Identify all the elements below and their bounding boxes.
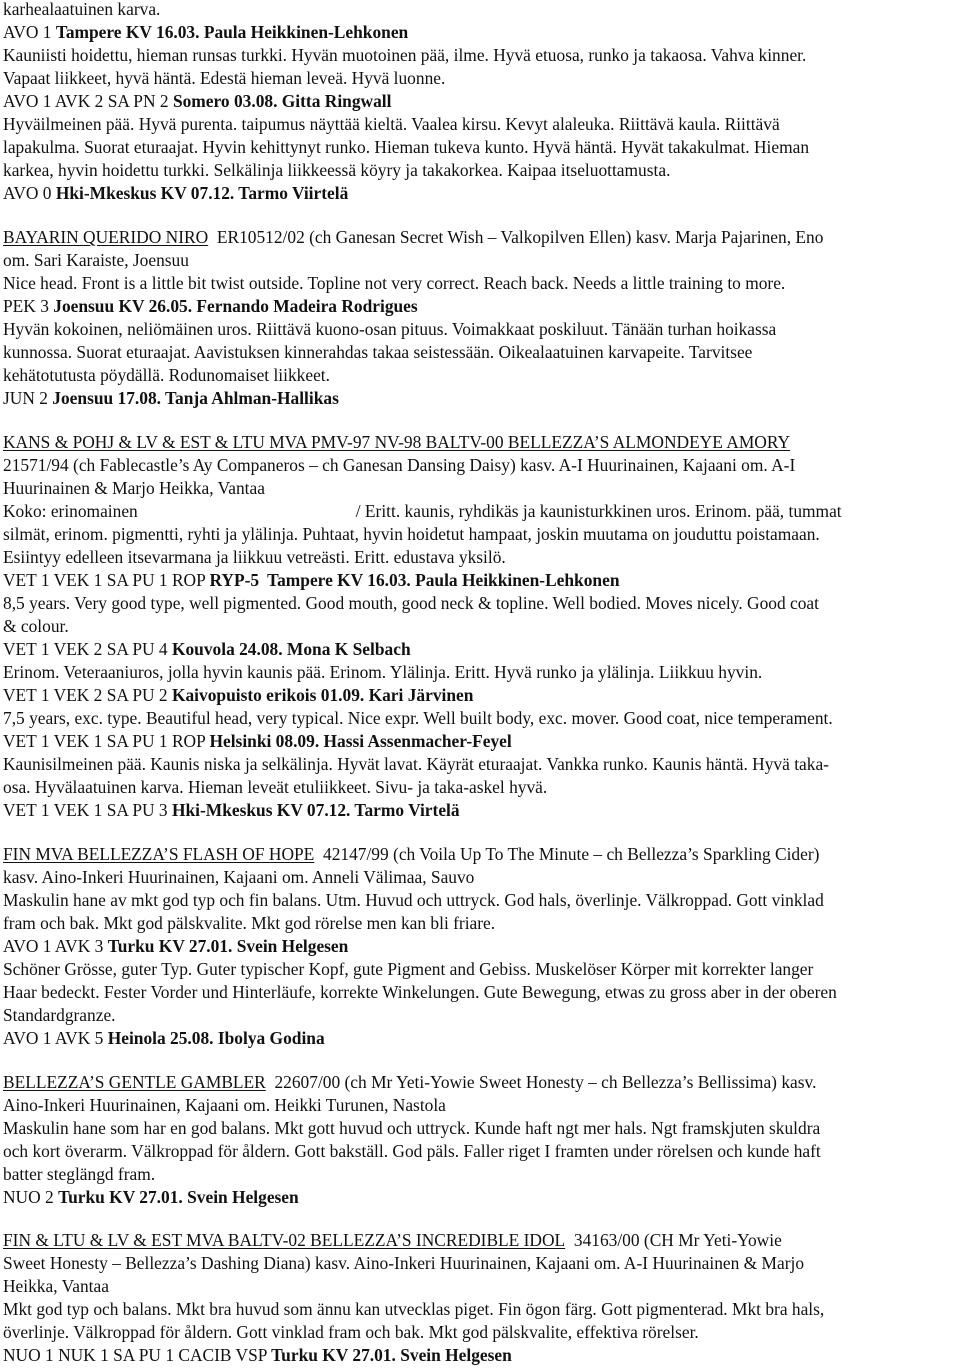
text-line: batter steglängd fram. <box>3 1164 156 1184</box>
dog-name: BELLEZZA’S GENTLE GAMBLER <box>3 1072 266 1092</box>
show-and-judge: Hki-Mkeskus KV 07.12. Tarmo Virtelä <box>171 800 460 820</box>
entry-heading <box>3 226 960 249</box>
award-codes: VET 1 VEK 1 SA PU 3 <box>3 800 172 820</box>
registration-info: 34163/00 (CH Mr Yeti-Yowie <box>573 1230 782 1250</box>
text-line: karhealaatuinen karva. <box>3 0 161 19</box>
show-and-judge: Heinola 25.08. Ibolya Godina <box>107 1028 325 1048</box>
award-codes: VET 1 VEK 2 SA PU 4 <box>3 639 172 659</box>
award-codes: PEK 3 <box>3 296 54 316</box>
text-line: silmät, erinom. pigmentti, ryhti ja ylälinja. Puhtaat, hyvin hoidetut hampaat, joskin muutama on jouduttu poistamaan. <box>3 524 820 544</box>
show-result-line <box>3 684 960 707</box>
dog-name: BAYARIN QUERIDO NIRO <box>3 227 209 247</box>
show-and-judge: Joensuu 17.08. Tanja Ahlman-Hallikas <box>52 388 339 408</box>
text-line: Erinom. Veteraaniuros, jolla hyvin kaunis pää. Erinom. Ylälinja. Eritt. Hyvä runko ja ylälinja. Liikkuu hyvin. <box>3 662 763 682</box>
entry-heading <box>3 1229 960 1252</box>
registration-info: 22607/00 (ch Mr Yeti-Yowie Sweet Honesty – ch Bellezza’s Bellissima) kasv. <box>274 1072 817 1092</box>
show-result-line <box>3 1186 960 1209</box>
text-line: om. Sari Karaiste, Joensuu <box>3 250 189 270</box>
text-line: Hyväilmeinen pää. Hyvä purenta. taipumus näyttää kieltä. Vaalea kirsu. Kevyt alaleuka. Riittävä kaula. Riittävä <box>3 114 780 134</box>
text-line: kunnossa. Suorat eturaajat. Aavistuksen kinnerahdas takaa seistessään. Oikealaatuinen karvapeite. Tarvitsee <box>3 342 753 362</box>
text-line: Mkt god typ och balans. Mkt bra huvud som ännu kan utvecklas piget. Fin ögon färg. Gott pigmenterad. Mkt bra hals, <box>3 1299 825 1319</box>
show-result-line <box>3 638 960 661</box>
text-line: Maskulin hane av mkt god typ och fin balans. Utm. Huvud och uttryck. God hals, överlinje. Välkroppad. Gott vinklad <box>3 890 824 910</box>
entry-heading <box>3 431 960 454</box>
show-and-judge: Tampere KV 16.03. Paula Heikkinen-Lehkonen <box>55 22 409 42</box>
show-result-line <box>3 1344 960 1367</box>
text-line: Maskulin hane som har en god balans. Mkt gott huvud och uttryck. Kunde haft ngt mer hals. Ngt framskjuten skuldra <box>3 1118 821 1138</box>
show-and-judge: Hki-Mkeskus KV 07.12. Tarmo Viirtelä <box>55 183 349 203</box>
critique-text: / Eritt. kaunis, ryhdikäs ja kaunisturkkinen uros. Erinom. pää, tummat <box>355 501 842 521</box>
registration-info: ER10512/02 (ch Ganesan Secret Wish – Valkopilven Ellen) kasv. Marja Pajarinen, Eno <box>216 227 824 247</box>
show-result-line <box>3 387 960 410</box>
award-codes: VET 1 VEK 2 SA PU 2 <box>3 685 172 705</box>
show-result-line <box>3 295 960 318</box>
text-line: överlinje. Välkroppad för åldern. Gott vinklad fram och bak. Mkt god pälskvalite, effektiva rörelser. <box>3 1322 699 1342</box>
text-line: Standardgranze. <box>3 1005 116 1025</box>
text-line: Kaunisilmeinen pää. Kaunis niska ja selkälinja. Hyvät lavat. Käyrät eturaajat. Vankka runko. Kaunis häntä. Hyvä taka- <box>3 754 829 774</box>
award-codes: AVO 0 <box>3 183 56 203</box>
text-line: Nice head. Front is a little bit twist outside. Topline not very correct. Reach back. Needs a little training to more. <box>3 273 786 293</box>
award-codes: AVO 1 AVK 2 SA PN 2 <box>3 91 173 111</box>
award-codes: NUO 1 NUK 1 SA PU 1 CACIB VSP <box>3 1345 272 1365</box>
size-critique-line <box>3 500 960 523</box>
entry-heading <box>3 843 960 866</box>
text-line: kehätotutusta pöydällä. Rodunomaiset liikkeet. <box>3 365 330 385</box>
show-and-judge: Tampere KV 16.03. Paula Heikkinen-Lehkonen <box>267 570 620 590</box>
text-line: osa. Hyvälaatuinen karva. Hieman leveät etuliikkeet. Sivu- ja taka-askel hyvä. <box>3 777 548 797</box>
award-codes: NUO 2 <box>3 1187 59 1207</box>
text-line: och kort överarm. Välkroppad för åldern. Gott bakställ. God päls. Faller riget I framten under rörelsen och kunde haft <box>3 1141 821 1161</box>
text-line: Schöner Grösse, guter Typ. Guter typischer Kopf, gute Pigment and Gebiss. Muskelöser Körper mit korrekter langer <box>3 959 814 979</box>
show-result-line <box>3 730 960 753</box>
text-line: lapakulma. Suorat eturaajat. Hyvin kehittynyt runko. Hieman tukeva kunto. Hyvä häntä. Hyvät takakulmat. Hieman <box>3 137 810 157</box>
show-result-line <box>3 90 960 113</box>
show-and-judge: Turku KV 27.01. Svein Helgesen <box>107 936 349 956</box>
text-line: Aino-Inkeri Huurinainen, Kajaani om. Heikki Turunen, Nastola <box>3 1095 446 1115</box>
award-codes: AVO 1 AVK 3 <box>3 936 108 956</box>
text-line: Kauniisti hoidettu, hieman runsas turkki. Hyvän muotoinen pää, ilme. Hyvä etuosa, runko ja takaosa. Vahva kinner. <box>3 45 807 65</box>
show-and-judge: Joensuu KV 26.05. Fernando Madeira Rodrigues <box>53 296 418 316</box>
show-result-line <box>3 1027 960 1050</box>
text-line: karkea, hyvin hoidettu turkki. Selkälinja liikkeessä köyry ja takakorkea. Kaipaa itseluottamusta. <box>3 160 671 180</box>
text-line: 8,5 years. Very good type, well pigmented. Good mouth, good neck & topline. Well bodied. Moves nicely. Good coat <box>3 593 819 613</box>
show-and-judge: Turku KV 27.01. Svein Helgesen <box>271 1345 512 1365</box>
award-codes: JUN 2 <box>3 388 53 408</box>
dog-name: KANS & POHJ & LV & EST & LTU MVA PMV-97 NV-98 BALTV-00 BELLEZZA’S ALMONDEYE AMORY <box>3 432 791 452</box>
show-and-judge: Somero 03.08. Gitta Ringwall <box>172 91 392 111</box>
show-and-judge: Helsinki 08.09. Hassi Assenmacher-Feyel <box>209 731 512 751</box>
show-result-line <box>3 935 960 958</box>
award-codes: VET 1 VEK 1 SA PU 1 ROP <box>3 731 210 751</box>
show-result-line <box>3 182 960 205</box>
text-line: 7,5 years, exc. type. Beautiful head, very typical. Nice expr. Well built body, exc. mover. Good coat, nice temperament. <box>3 708 833 728</box>
show-and-judge: Kouvola 24.08. Mona K Selbach <box>171 639 411 659</box>
show-result-line <box>3 799 960 822</box>
text-line: Huurinainen & Marjo Heikka, Vantaa <box>3 478 265 498</box>
text-line: Heikka, Vantaa <box>3 1276 109 1296</box>
dog-name: FIN & LTU & LV & EST MVA BALTV-02 BELLEZZA’S INCREDIBLE IDOL <box>3 1230 566 1250</box>
show-result-line <box>3 569 960 592</box>
text-line: Haar bedeckt. Fester Vorder und Hinterläufe, korrekte Winkelungen. Gute Bewegung, etwas zu gross aber in der oberen <box>3 982 837 1002</box>
registration-info: 42147/99 (ch Voila Up To The Minute – ch Bellezza’s Sparkling Cider) <box>323 844 820 864</box>
award-codes: AVO 1 <box>3 22 56 42</box>
show-result-line <box>3 21 960 44</box>
award-codes: VET 1 VEK 1 SA PU 1 ROP <box>3 570 210 590</box>
text-line: kasv. Aino-Inkeri Huurinainen, Kajaani om. Anneli Välimaa, Sauvo <box>3 867 475 887</box>
award-codes: AVO 1 AVK 5 <box>3 1028 108 1048</box>
text-line: fram och bak. Mkt god pälskvalite. Mkt god rörelse men kan bli friare. <box>3 913 496 933</box>
text-line: & colour. <box>3 616 69 636</box>
entry-heading <box>3 1071 960 1094</box>
text-line: Hyvän kokoinen, neliömäinen uros. Riittävä kuono-osan pituus. Voimakkaat poskiluut. Tänään turhan hoikassa <box>3 319 777 339</box>
text-line: Esiintyy edelleen itsevarmana ja liikkuu vetreästi. Eritt. edustava yksilö. <box>3 547 506 567</box>
show-and-judge: Kaivopuisto erikois 01.09. Kari Järvinen <box>171 685 474 705</box>
show-and-judge: Turku KV 27.01. Svein Helgesen <box>58 1187 299 1207</box>
text-line: 21571/94 (ch Fablecastle’s Ay Companeros – ch Ganesan Dansing Daisy) kasv. A-I Huurinainen, Kajaani om. A-I <box>3 455 796 475</box>
text-line: Sweet Honesty – Bellezza’s Dashing Diana) kasv. Aino-Inkeri Huurinainen, Kajaani om. A-I Huurinainen & Marjo <box>3 1253 805 1273</box>
show-and-judge: RYP-5 <box>209 570 260 590</box>
size-label: Koko: erinomainen <box>3 501 138 521</box>
dog-name: FIN MVA BELLEZZA’S FLASH OF HOPE <box>3 844 315 864</box>
text-line: Vapaat liikkeet, hyvä häntä. Edestä hieman leveä. Hyvä luonne. <box>3 68 446 88</box>
